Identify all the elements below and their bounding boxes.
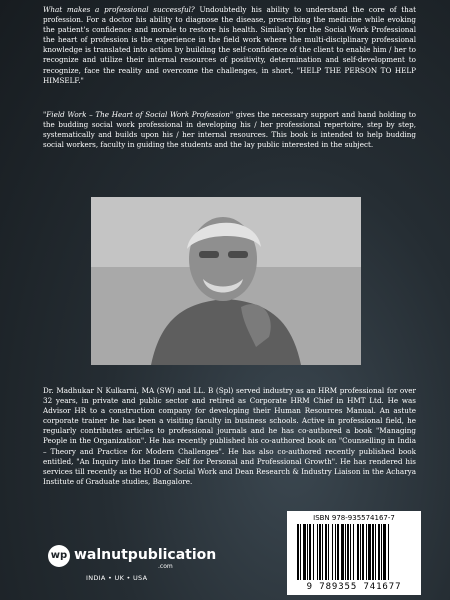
barcode-bar [325, 524, 327, 580]
barcode-bar [328, 524, 329, 580]
publisher-domain: .com [158, 563, 173, 570]
barcode-bar [319, 524, 321, 580]
barcode-bar [345, 524, 346, 580]
barcode-bar [313, 524, 314, 580]
intro-body: Undoubtedly his ability to understand the core of that profession. For a doctor his ability to diagnose the disease, prescribing the medicine while evoking the patient's confidence and morale to restore his health. Similarly for the Social Work Professional the heart of profession is the experience in the field work where the multi-disciplinary professional knowledge is translated into action by building the self-confidence of the client to enable him / her to recognize and utilize their internal resources of positivity, determination and self-development to recognize, face the reality and overcome the challenges, in short, "HELP THE PERSON TO HELP HIMSELF." [43, 5, 416, 85]
barcode-bar [347, 524, 349, 580]
publisher-name: walnutpublication [74, 547, 217, 563]
barcode-bar [366, 524, 367, 580]
barcode-bar [383, 524, 386, 580]
intro-paragraph [43, 5, 416, 86]
author-photo [91, 197, 361, 365]
barcode-bar [378, 524, 380, 580]
publisher-countries: INDIA • UK • USA [86, 574, 148, 582]
barcode-bar [368, 524, 371, 580]
barcode-bar [337, 524, 339, 580]
author-bio: Dr. Madhukar N Kulkarni, MA (SW) and LL. B (Spl) served industry as an HRM professional for over 32 years, in private and public sector and retired as Corporate HRM Chief in HMT Ltd. He was Advisor HR to a construction company for developing their Human Resources Manual. An astute corporate trainer he has been a visiting faculty in business schools. Active in professional field, he regularly contributes articles to professional journals and he has co-authored a book "Managing People in the Organization". He has recently published his co-authored book on "Counselling in India – Theory and Practice for Modern Challenges". He has also co-authored recently published book entitled, "An Inquiry into the Inner Self for Personal and Professional Growth". He has rendered his services till recently as the HOD of Social Work and Dean Research & Industry Liaison in the Acharya Institute of Graduate studies, Bangalore. [43, 386, 416, 486]
isbn-barcode [287, 511, 421, 595]
barcode-bar [381, 524, 382, 580]
barcode-bar [372, 524, 374, 580]
publisher-mark-icon: wp [48, 545, 70, 567]
barcode-bar [375, 524, 376, 580]
barcode-bar [362, 524, 364, 580]
book-description-paragraph [43, 110, 416, 150]
barcode-bar [357, 524, 359, 580]
barcode-bar [353, 524, 354, 580]
barcode-bar [309, 524, 311, 580]
barcode-bar [350, 524, 351, 580]
barcode-bar [322, 524, 323, 580]
isbn-label: ISBN 978-935574167-7 [313, 514, 395, 522]
barcode-bar [307, 524, 308, 580]
barcode-bar [300, 524, 301, 580]
isbn-digits: 9 789355 741677 [306, 582, 402, 592]
intro-question: What makes a professional successful? [43, 5, 195, 14]
barcode-bar [297, 524, 299, 580]
barcode-bar [335, 524, 336, 580]
barcode-bar [303, 524, 306, 580]
publisher-logo [30, 543, 220, 593]
book-description-body: gives the necessary support and hand holding to the budding social work professional in developing his / her professional repertoire, step by step, systematically and builds upon his / her internal resources. This book is intended to help budding social workers, faculty in guiding the students and the lay public interested in the subject. [43, 110, 417, 150]
barcode-bar [317, 524, 318, 580]
book-title: "Field Work – The Heart of Social Work Profession" [43, 110, 234, 119]
barcode-bar [341, 524, 344, 580]
barcode-bar [360, 524, 361, 580]
barcode-bar [332, 524, 333, 580]
barcode-bar [388, 524, 389, 580]
barcode-bars [297, 524, 411, 580]
